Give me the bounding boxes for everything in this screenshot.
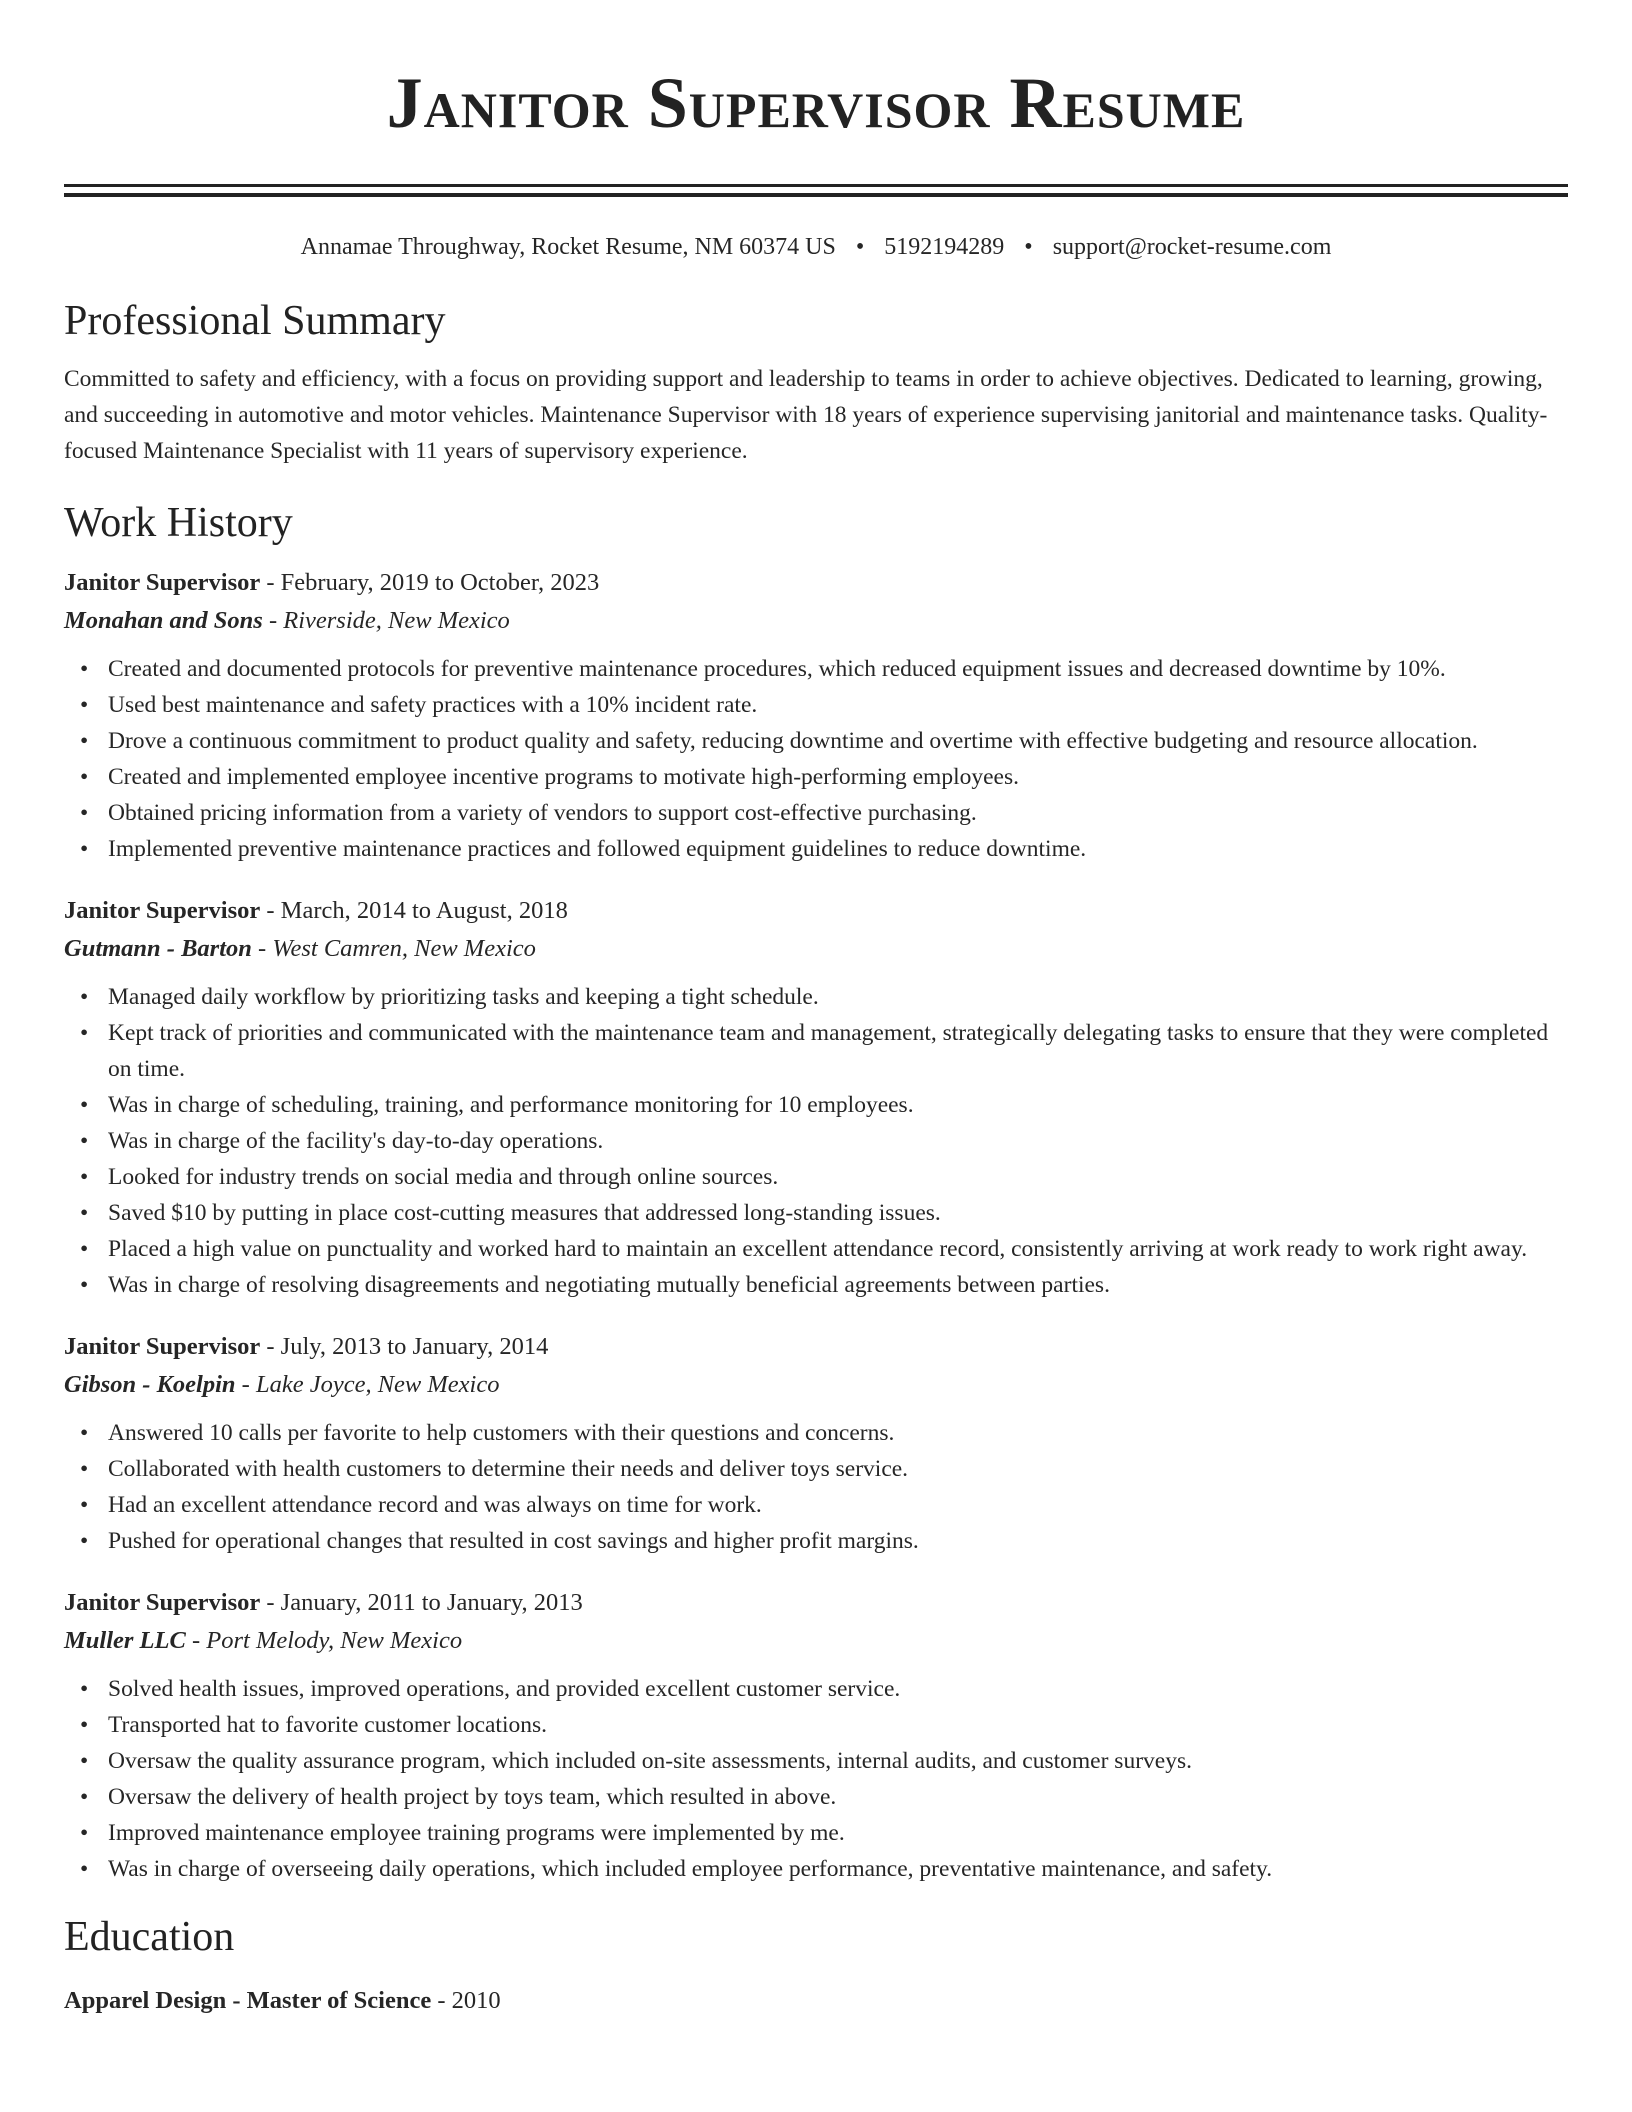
job-dates: July, 2013 to January, 2014	[280, 1333, 549, 1360]
job-entry	[64, 565, 1568, 867]
job-bullet-text: Pushed for operational changes that resulted in cost savings and higher profit margins.	[108, 1528, 919, 1554]
job-bullet	[80, 1087, 1568, 1123]
job-dash: -	[260, 897, 281, 924]
job-location: Lake Joyce, New Mexico	[255, 1371, 500, 1398]
job-bullet	[80, 759, 1568, 795]
bullet-icon: •	[80, 1092, 89, 1118]
job-dash: -	[260, 1333, 281, 1360]
job-location: Port Melody, New Mexico	[206, 1627, 463, 1654]
job-title: Janitor Supervisor	[64, 1589, 261, 1616]
job-bullet-text: Created and documented protocols for preventive maintenance procedures, which reduced equipment issues and decreased downtime by 10%.	[108, 656, 1446, 682]
job-list	[64, 565, 1568, 1887]
job-bullet	[80, 1779, 1568, 1815]
job-company-name: Gutmann - Barton	[64, 935, 252, 962]
job-bullet-text: Oversaw the delivery of health project by toys team, which resulted in above.	[108, 1784, 837, 1810]
professional-summary-section	[64, 293, 1568, 469]
job-dates: March, 2014 to August, 2018	[280, 897, 568, 924]
job-bullet-text: Was in charge of the facility's day-to-day operations.	[108, 1128, 604, 1154]
education-dash: -	[431, 1987, 452, 2014]
job-bullet	[80, 1707, 1568, 1743]
resume-title: Janitor Supervisor Resume	[386, 63, 1246, 143]
bullet-icon: •	[80, 1456, 89, 1482]
job-title: Janitor Supervisor	[64, 1333, 261, 1360]
bullet-icon: •	[80, 1020, 89, 1046]
job-bullet-text: Transported hat to favorite customer locations.	[108, 1712, 548, 1738]
job-title-line	[64, 565, 1568, 601]
job-dash: -	[260, 569, 281, 596]
job-dash: -	[185, 1627, 207, 1654]
job-dash: -	[260, 1589, 281, 1616]
job-bullet-text: Drove a continuous commitment to product quality and safety, reducing downtime and overtime with effective budgeting and resource allocation.	[108, 728, 1478, 754]
job-company-name: Monahan and Sons	[64, 607, 263, 634]
bullet-icon: •	[80, 1856, 89, 1882]
job-bullet	[80, 1123, 1568, 1159]
job-title: Janitor Supervisor	[64, 897, 261, 924]
job-bullet	[80, 1671, 1568, 1707]
job-bullet	[80, 831, 1568, 867]
bullet-icon: •	[80, 1272, 89, 1298]
job-bullet-text: Answered 10 calls per favorite to help customers with their questions and concerns.	[108, 1420, 895, 1446]
job-bullet-text: Was in charge of overseeing daily operations, which included employee performance, preventative maintenance, and safety.	[108, 1856, 1273, 1882]
bullet-icon: •	[80, 984, 89, 1010]
job-bullet-text: Saved $10 by putting in place cost-cutting measures that addressed long-standing issues.	[108, 1200, 941, 1226]
job-bullet-text: Used best maintenance and safety practices with a 10% incident rate.	[108, 692, 758, 718]
bullet-icon: •	[80, 1200, 89, 1226]
job-bullet-text: Created and implemented employee incentive programs to motivate high-performing employees.	[108, 764, 1019, 790]
job-bullet-text: Managed daily workflow by prioritizing tasks and keeping a tight schedule.	[108, 984, 819, 1010]
bullet-icon: •	[80, 1676, 89, 1702]
job-title: Janitor Supervisor	[64, 569, 261, 596]
bullet-icon: •	[80, 1748, 89, 1774]
bullet-icon: •	[80, 728, 89, 754]
job-bullet	[80, 1523, 1568, 1559]
education-field: Apparel Design	[64, 1987, 227, 2014]
job-dates: January, 2011 to January, 2013	[280, 1589, 583, 1616]
job-entry	[64, 1329, 1568, 1559]
bullet-icon: •	[80, 1784, 89, 1810]
section-heading-summary: Professional Summary	[64, 298, 446, 344]
bullet-icon: •	[80, 1528, 89, 1554]
bullet-icon: •	[80, 800, 89, 826]
job-dash: -	[262, 607, 284, 634]
job-bullet	[80, 1267, 1568, 1303]
contact-email: support@rocket-resume.com	[1052, 234, 1332, 260]
bullet-icon: •	[80, 656, 89, 682]
bullet-icon: •	[80, 692, 89, 718]
job-bullet	[80, 1415, 1568, 1451]
contact-address: Annamae Throughway, Rocket Resume, NM 60374 US	[300, 234, 836, 260]
job-location: West Camren, New Mexico	[272, 935, 536, 962]
job-dash: -	[251, 935, 273, 962]
job-bullet	[80, 1743, 1568, 1779]
job-bullet-text: Collaborated with health customers to determine their needs and deliver toys service.	[108, 1456, 909, 1482]
education-degree: Master of Science	[246, 1987, 432, 2014]
job-bullet-list	[64, 651, 1568, 867]
section-heading-education: Education	[64, 1914, 235, 1960]
education-entry	[64, 1983, 1568, 2019]
job-title-line	[64, 1329, 1568, 1365]
job-bullet	[80, 1159, 1568, 1195]
bullet-icon: •	[80, 1128, 89, 1154]
bullet-icon: •	[80, 836, 89, 862]
title-divider-top	[64, 184, 1568, 187]
bullet-icon: •	[80, 764, 89, 790]
job-bullet	[80, 1195, 1568, 1231]
job-bullet	[80, 795, 1568, 831]
job-bullet	[80, 1015, 1568, 1087]
contact-phone: 5192194289	[884, 234, 1005, 260]
contact-separator: •	[1024, 234, 1033, 260]
job-bullet-text: Was in charge of scheduling, training, and performance monitoring for 10 employees.	[108, 1092, 914, 1118]
summary-text: Committed to safety and efficiency, with a focus on providing support and leadership to teams in order to achieve objectives. Dedicated to learning, growing, and succeeding in automotive and motor vehicles. Maintenance Supervisor with 18 years of experience supervising janitorial and maintenance tasks. Quality-focused Maintenance Specialist with 11 years of supervisory experience.	[64, 366, 1548, 464]
job-bullet-text: Was in charge of resolving disagreements and negotiating mutually beneficial agreements between parties.	[108, 1272, 1110, 1298]
job-bullet-text: Improved maintenance employee training programs were implemented by me.	[108, 1820, 845, 1846]
work-history-section	[64, 495, 1568, 1887]
education-section	[64, 1909, 1568, 2019]
job-bullet-text: Solved health issues, improved operations, and provided excellent customer service.	[108, 1676, 901, 1702]
job-bullet	[80, 1487, 1568, 1523]
section-heading-work-history: Work History	[64, 500, 293, 546]
job-bullet-text: Placed a high value on punctuality and worked hard to maintain an excellent attendance record, consistently arriving at work ready to work right away.	[108, 1236, 1528, 1262]
job-bullet-list	[64, 1671, 1568, 1887]
job-dates: February, 2019 to October, 2023	[280, 569, 600, 596]
bullet-icon: •	[80, 1712, 89, 1738]
bullet-icon: •	[80, 1420, 89, 1446]
job-bullet-text: Had an excellent attendance record and was always on time for work.	[108, 1492, 762, 1518]
job-bullet	[80, 1851, 1568, 1887]
job-bullet	[80, 1815, 1568, 1851]
job-location: Riverside, New Mexico	[283, 607, 510, 634]
job-bullet	[80, 1451, 1568, 1487]
job-bullet	[80, 979, 1568, 1015]
contact-separator: •	[855, 234, 865, 260]
job-title-line	[64, 1585, 1568, 1621]
job-company-name: Muller LLC	[64, 1627, 186, 1654]
job-bullet-text: Kept track of priorities and communicated with the maintenance team and management, strategically delegating tasks to ensure that they were completed on time.	[108, 1020, 1549, 1082]
bullet-icon: •	[80, 1492, 89, 1518]
job-bullet-text: Looked for industry trends on social media and through online sources.	[108, 1164, 779, 1190]
bullet-icon: •	[80, 1164, 89, 1190]
title-divider-bottom	[64, 193, 1568, 197]
contact-line	[64, 231, 1568, 263]
job-company-line	[64, 1621, 1568, 1661]
bullet-icon: •	[80, 1820, 89, 1846]
job-bullet	[80, 1231, 1568, 1267]
education-dash: -	[226, 1987, 247, 2014]
job-entry	[64, 1585, 1568, 1887]
job-company-line	[64, 929, 1568, 969]
job-entry	[64, 893, 1568, 1303]
job-company-line	[64, 601, 1568, 641]
job-bullet-text: Obtained pricing information from a variety of vendors to support cost-effective purchasing.	[108, 800, 977, 826]
job-bullet	[80, 687, 1568, 723]
job-title-line	[64, 893, 1568, 929]
education-list	[64, 1983, 1568, 2019]
education-year: 2010	[451, 1987, 501, 2014]
job-bullet-list	[64, 979, 1568, 1303]
job-bullet	[80, 723, 1568, 759]
job-bullet	[80, 651, 1568, 687]
job-bullet-text: Implemented preventive maintenance practices and followed equipment guidelines to reduce downtime.	[108, 836, 1087, 862]
job-bullet-text: Oversaw the quality assurance program, which included on-site assessments, internal audits, and customer surveys.	[108, 1748, 1192, 1774]
job-dash: -	[235, 1371, 256, 1398]
job-company-name: Gibson - Koelpin	[64, 1371, 236, 1398]
bullet-icon: •	[80, 1236, 89, 1262]
job-bullet-list	[64, 1415, 1568, 1559]
job-company-line	[64, 1365, 1568, 1405]
